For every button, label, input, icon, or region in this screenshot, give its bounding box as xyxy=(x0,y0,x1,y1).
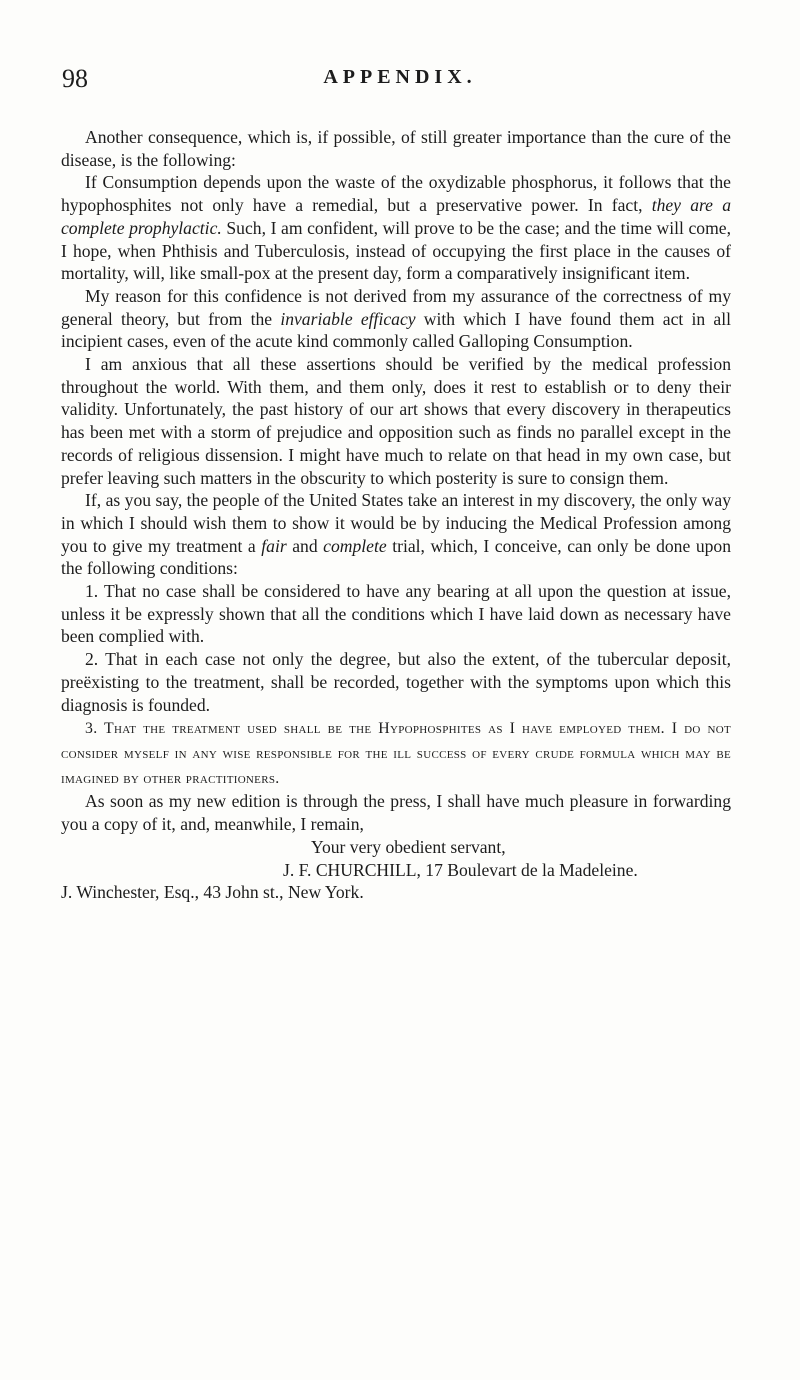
text-run: I am anxious that all these assertions should be verified by the medical profession throughout the world. With them, and them only, does it rest to establish or to deny their validity. Unfortunately, the past history of our art shows that every discovery in therapeutics has been met with a storm of prejudice and opposition such as finds no parallel except in the records of religious dissension. I might have much to relate on that head in my own case, but prefer leaving such matters in the obscurity to which posterity is sure to consign them. xyxy=(61,354,731,488)
signature: J. F. CHURCHILL, 17 Boulevart de la Madeleine. xyxy=(283,859,638,880)
paragraph xyxy=(61,790,731,835)
small-caps-text: 3. That the treatment used shall be the Hypophosphites as I have employed them. I do not consider myself in any wise responsible for the ill success of every crude formula which may be imagined by other practitioners. xyxy=(61,720,731,787)
paragraphs xyxy=(61,126,731,836)
paragraph xyxy=(61,126,731,171)
paragraph xyxy=(61,489,731,580)
text-run: and xyxy=(286,535,324,556)
emphasis-text: fair xyxy=(261,535,287,556)
closing-salutation: Your very obedient servant, xyxy=(311,836,506,857)
text-run: If, as you say, the people of the United States take an interest in my discovery, the only way in which I should wish them to show it would be by inducing the Medical Profession among you to give my treatment a xyxy=(61,490,731,556)
letter-body xyxy=(61,126,731,904)
addressee: J. Winchester, Esq., 43 John st., New York. xyxy=(61,882,364,903)
text-run: Another consequence, which is, if possible, of still greater importance than the cure of the disease, is the following: xyxy=(61,127,731,170)
text-run: If Consumption depends upon the waste of the oxydizable phosphorus, it follows that the hypophosphites not only have a remedial, but a preservative power. In fact, xyxy=(61,172,731,216)
text-run: with which I have found them act in all incipient cases, even of the acute kind commonly called Galloping Consumption. xyxy=(61,308,731,352)
text-run: 1. That no case shall be considered to have any bearing at all upon the question at issue, unless it be expressly shown that all the conditions which I have laid down as necessary have been complied with. xyxy=(61,581,731,647)
text-run: Such, I am confident, will prove to be the case; and the time will come, I hope, when Phthisis and Tuberculosis, instead of occupying the first place in the causes of mortality, will, like small-pox at the present day, form a comparatively insignificant item. xyxy=(61,217,731,284)
emphasis-text: complete xyxy=(323,535,387,556)
emphasis-text: they are a complete prophylactic. xyxy=(61,195,731,238)
paragraph xyxy=(61,285,731,353)
paragraph xyxy=(61,171,731,285)
text-run: 2. That in each case not only the degree, but also the extent, of the tubercular deposit, preëxisting to the treatment, shall be recorded, together with the symptoms upon which this diagnosis is founded. xyxy=(61,649,731,715)
paragraph xyxy=(61,580,731,648)
text-run: As soon as my new edition is through the press, I shall have much pleasure in forwarding you a copy of it, and, meanwhile, I remain, xyxy=(61,791,731,835)
emphasis-text: invariable efficacy xyxy=(280,308,416,329)
paragraph xyxy=(61,716,731,790)
page-number: 98 xyxy=(62,64,88,93)
paragraph xyxy=(61,648,731,716)
text-run: My reason for this confidence is not derived from my assurance of the correctness of my general theory, but from the xyxy=(61,285,731,329)
page-header xyxy=(62,60,738,100)
paragraph xyxy=(61,353,731,489)
running-head: APPENDIX. xyxy=(323,66,477,88)
text-run: trial, which, I conceive, can only be done upon the following conditions: xyxy=(61,535,732,579)
